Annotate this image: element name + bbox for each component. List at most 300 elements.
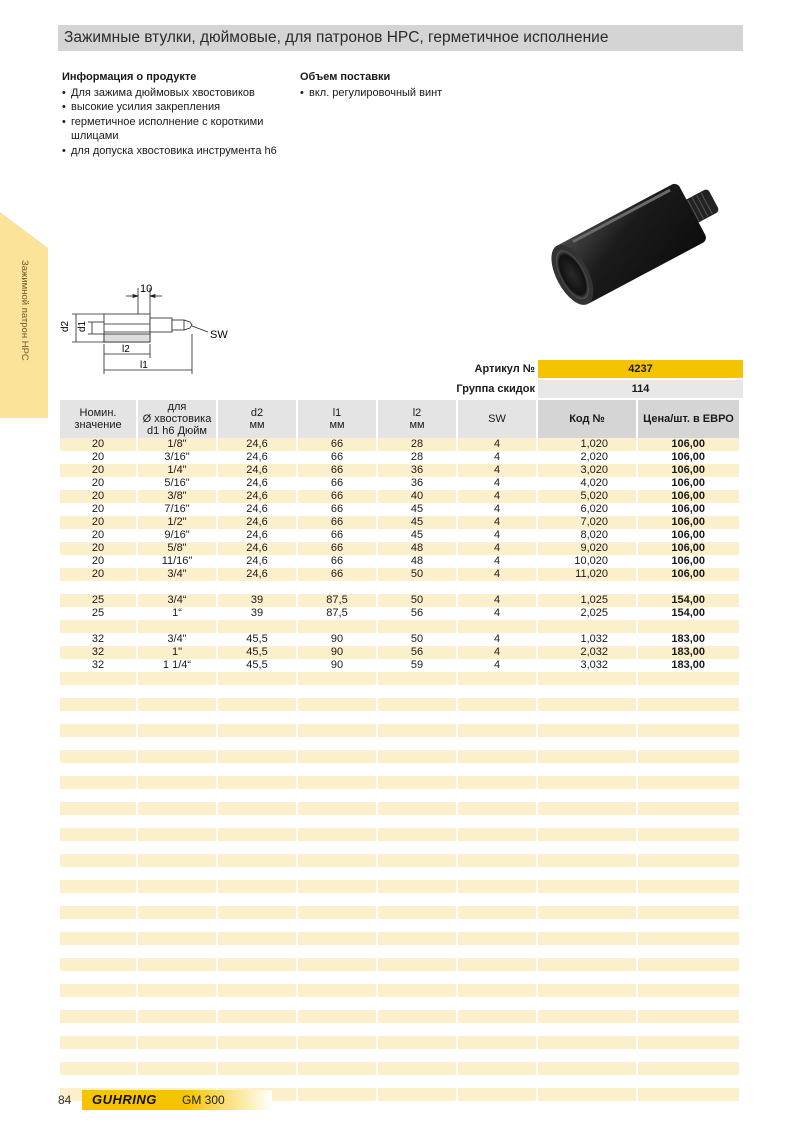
cell-code: 2,025 — [580, 607, 608, 619]
cell-nominal: 20 — [91, 451, 105, 463]
cell-shank — [138, 698, 216, 711]
cell-code: 8,020 — [580, 529, 608, 541]
cell-shank — [138, 672, 216, 685]
cell-l1 — [298, 789, 376, 802]
cell-nominal — [60, 685, 136, 698]
cell-code: 1,025 — [538, 594, 636, 607]
table-row — [60, 971, 739, 984]
cell-code — [538, 945, 636, 958]
table-row — [60, 633, 739, 646]
table-row — [60, 451, 739, 464]
cell-shank: 1 1/4“ — [162, 659, 192, 671]
cell-sw — [458, 698, 536, 711]
col-price: Цена/шт. в ЕВРО — [638, 400, 739, 438]
cell-l2 — [378, 867, 456, 880]
dim-d2: d2 — [60, 320, 71, 332]
cell-d2 — [218, 1049, 296, 1062]
cell-sw: 4 — [493, 529, 501, 541]
col-sw: SW — [458, 400, 536, 438]
cell-l2: 50 — [378, 594, 456, 607]
cell-shank — [138, 789, 216, 802]
table-row — [60, 698, 739, 711]
cell-price — [638, 737, 739, 750]
cell-l2 — [378, 1010, 456, 1023]
cell-sw — [458, 828, 536, 841]
cell-nominal: 20 — [60, 542, 136, 555]
cell-d2 — [218, 932, 296, 945]
cell-d2 — [218, 802, 296, 815]
cell-d2 — [218, 1023, 296, 1036]
cell-nominal — [60, 854, 136, 867]
cell-shank: 3/8" — [138, 490, 216, 503]
cell-code: 9,020 — [538, 542, 636, 555]
cell-l2: 45 — [410, 503, 424, 515]
cell-d2 — [218, 880, 296, 893]
cell-shank — [138, 932, 216, 945]
cell-price — [638, 750, 739, 763]
cell-code — [538, 581, 636, 594]
cell-code — [538, 958, 636, 971]
cell-price — [638, 867, 739, 880]
delivery-info — [300, 70, 520, 100]
cell-l2 — [378, 1062, 456, 1075]
table-row — [60, 607, 739, 620]
cell-d2: 24,6 — [218, 542, 296, 555]
cell-nominal — [60, 711, 136, 724]
cell-l1 — [298, 854, 376, 867]
product-info-item: • высокие усилия закрепления — [62, 100, 282, 115]
cell-sw — [458, 997, 536, 1010]
cell-l2: 56 — [410, 607, 424, 619]
cell-l1 — [298, 945, 376, 958]
cell-sw — [458, 763, 536, 776]
cell-sw — [458, 854, 536, 867]
cell-shank — [138, 958, 216, 971]
cell-price: 106,00 — [638, 542, 739, 555]
cell-l1 — [298, 1036, 376, 1049]
cell-nominal: 20 — [91, 477, 105, 489]
cell-l2 — [378, 802, 456, 815]
cell-sw: 4 — [458, 464, 536, 477]
cell-d2 — [218, 997, 296, 1010]
cell-l2: 56 — [378, 646, 456, 659]
table-row — [60, 932, 739, 945]
cell-d2 — [218, 815, 296, 828]
cell-price — [638, 1101, 739, 1114]
table-row — [60, 776, 739, 789]
cell-code — [538, 672, 636, 685]
cell-l2 — [378, 1049, 456, 1062]
cell-shank — [138, 945, 216, 958]
cell-nominal — [60, 997, 136, 1010]
product-info-item: • герметичное исполнение с короткими шлицами — [62, 115, 271, 144]
col-l1-label: l1 — [332, 407, 342, 419]
table-row — [60, 503, 739, 516]
col-d2-label: d2 — [250, 407, 264, 419]
cell-d2 — [218, 867, 296, 880]
cell-d2 — [218, 1075, 296, 1088]
cell-sw — [458, 815, 536, 828]
cell-code — [538, 1010, 636, 1023]
delivery-item: • вкл. регулировочный винт — [300, 86, 520, 101]
cell-sw — [458, 685, 536, 698]
cell-code — [538, 802, 636, 815]
cell-l1: 66 — [330, 477, 344, 489]
cell-shank — [138, 919, 216, 932]
table-row — [60, 828, 739, 841]
cell-l1 — [298, 776, 376, 789]
cell-l1 — [298, 1062, 376, 1075]
cell-price — [638, 711, 739, 724]
cell-l1 — [298, 711, 376, 724]
cell-sw — [458, 750, 536, 763]
cell-price: 106,00 — [638, 490, 739, 503]
cell-d2 — [218, 776, 296, 789]
cell-nominal: 20 — [60, 516, 136, 529]
cell-sw — [458, 932, 536, 945]
cell-nominal: 20 — [60, 568, 136, 581]
cell-price — [638, 971, 739, 984]
cell-code: 1,020 — [538, 438, 636, 451]
cell-d2 — [218, 581, 296, 594]
cell-shank: 1/2" — [138, 516, 216, 529]
cell-shank: 1“ — [172, 607, 182, 619]
cell-sw: 4 — [458, 516, 536, 529]
cell-price: 106,00 — [638, 568, 739, 581]
cell-price — [638, 789, 739, 802]
cell-d2: 24,6 — [218, 516, 296, 529]
cell-l1: 66 — [298, 438, 376, 451]
cell-shank — [138, 1049, 216, 1062]
cell-shank — [138, 880, 216, 893]
page-title: Зажимные втулки, дюймовые, для патронов HPC, герметичное исполнение — [64, 29, 609, 46]
cell-shank — [138, 581, 216, 594]
table-row — [60, 724, 739, 737]
cell-d2: 39 — [250, 607, 264, 619]
cell-price — [638, 958, 739, 971]
cell-sw — [458, 945, 536, 958]
cell-sw: 4 — [458, 542, 536, 555]
cell-code — [538, 1088, 636, 1101]
cell-shank — [138, 802, 216, 815]
cell-sw: 4 — [493, 451, 501, 463]
cell-d2 — [218, 698, 296, 711]
cell-l1 — [298, 841, 376, 854]
cell-price — [638, 581, 739, 594]
cell-shank: 3/4" — [138, 568, 216, 581]
cell-shank — [138, 867, 216, 880]
cell-sw — [458, 776, 536, 789]
cell-code — [538, 854, 636, 867]
cell-l1: 66 — [298, 516, 376, 529]
cell-l1 — [298, 867, 376, 880]
cell-price: 154,00 — [638, 594, 739, 607]
cell-l1 — [298, 1088, 376, 1101]
cell-price: 154,00 — [671, 607, 705, 619]
cell-nominal — [60, 698, 136, 711]
cell-code — [538, 1036, 636, 1049]
cell-nominal — [60, 737, 136, 750]
cell-l2 — [378, 737, 456, 750]
col-l2-unit: мм — [409, 419, 425, 431]
dim-sw: SW — [210, 329, 228, 341]
cell-d2 — [218, 828, 296, 841]
cell-nominal — [60, 581, 136, 594]
table-row — [60, 490, 739, 503]
cell-nominal: 25 — [91, 607, 105, 619]
col-l2 — [378, 400, 456, 438]
cell-l2 — [378, 724, 456, 737]
cell-l2 — [378, 945, 456, 958]
cell-l1 — [298, 880, 376, 893]
cell-shank — [138, 750, 216, 763]
table-row — [60, 1036, 739, 1049]
cell-code — [538, 880, 636, 893]
cell-price — [638, 802, 739, 815]
cell-shank — [138, 906, 216, 919]
table-row — [60, 841, 739, 854]
cell-shank: 9/16" — [164, 529, 190, 541]
cell-nominal — [60, 958, 136, 971]
cell-nominal: 20 — [91, 503, 105, 515]
cell-nominal — [60, 672, 136, 685]
cell-shank: 7/16" — [164, 503, 190, 515]
cell-d2 — [218, 906, 296, 919]
cell-sw — [458, 919, 536, 932]
cell-code: 2,032 — [538, 646, 636, 659]
cell-sw: 4 — [458, 438, 536, 451]
cell-nominal — [60, 932, 136, 945]
cell-nominal: 20 — [91, 555, 105, 567]
col-shank-line: для — [167, 401, 187, 413]
table-row — [60, 529, 739, 542]
cell-l2 — [378, 971, 456, 984]
cell-shank — [138, 997, 216, 1010]
cell-l1: 66 — [298, 568, 376, 581]
catalog-name: GM 300 — [182, 1093, 225, 1107]
table-row — [60, 477, 739, 490]
cell-d2: 24,6 — [218, 438, 296, 451]
cell-l1: 66 — [330, 451, 344, 463]
col-nominal: Номин. значение — [60, 400, 136, 438]
cell-shank — [138, 763, 216, 776]
dim-l2: l2 — [122, 344, 130, 355]
cell-price — [638, 1049, 739, 1062]
cell-l1 — [298, 581, 376, 594]
cell-l1 — [298, 1010, 376, 1023]
cell-shank: 11/16" — [161, 555, 193, 567]
cell-nominal — [60, 1036, 136, 1049]
cell-code — [538, 1023, 636, 1036]
cell-l2: 45 — [410, 529, 424, 541]
cell-l1 — [298, 1101, 376, 1114]
table-row — [60, 893, 739, 906]
cell-price — [638, 906, 739, 919]
cell-sw: 4 — [493, 503, 501, 515]
cell-l2 — [378, 698, 456, 711]
table-row — [60, 620, 739, 633]
cell-sw — [458, 1023, 536, 1036]
table-row — [60, 906, 739, 919]
delivery-heading: Объем поставки — [300, 71, 391, 83]
cell-price: 106,00 — [638, 438, 739, 451]
cell-l1: 90 — [330, 659, 344, 671]
col-l2-label: l2 — [412, 407, 422, 419]
col-d2 — [218, 400, 296, 438]
cell-l1 — [298, 919, 376, 932]
cell-price: 183,00 — [638, 646, 739, 659]
cell-code — [538, 919, 636, 932]
cell-sw — [458, 581, 536, 594]
cell-d2: 39 — [218, 594, 296, 607]
cell-nominal: 25 — [60, 594, 136, 607]
cell-l2: 28 — [378, 438, 456, 451]
dim-d1: d1 — [77, 320, 88, 332]
cell-l1 — [298, 802, 376, 815]
cell-code: 7,020 — [538, 516, 636, 529]
cell-nominal — [60, 1010, 136, 1023]
table-row — [60, 1049, 739, 1062]
cell-sw: 4 — [458, 490, 536, 503]
cell-shank — [138, 711, 216, 724]
cell-l2 — [378, 906, 456, 919]
cell-sw: 4 — [458, 594, 536, 607]
product-info-heading: Информация о продукте — [62, 71, 197, 83]
cell-price — [638, 1088, 739, 1101]
dim-l1: l1 — [140, 360, 148, 371]
table-row — [60, 568, 739, 581]
cell-nominal — [60, 867, 136, 880]
table-row — [60, 685, 739, 698]
cell-d2: 24,6 — [246, 503, 268, 515]
cell-l1: 90 — [298, 646, 376, 659]
col-shank — [138, 400, 216, 438]
cell-price — [638, 984, 739, 997]
cell-l2: 36 — [410, 477, 424, 489]
cell-sw: 4 — [458, 568, 536, 581]
cell-l1: 87,5 — [326, 607, 348, 619]
cell-d2 — [218, 685, 296, 698]
cell-l1 — [298, 906, 376, 919]
cell-price — [638, 997, 739, 1010]
cell-code — [538, 685, 636, 698]
cell-price — [638, 1062, 739, 1075]
col-shank-line: Ø хвостовика — [142, 413, 212, 425]
cell-d2: 24,6 — [218, 568, 296, 581]
cell-l1 — [298, 724, 376, 737]
cell-d2 — [218, 984, 296, 997]
cell-price — [638, 620, 739, 633]
cell-nominal: 20 — [60, 490, 136, 503]
cell-d2 — [218, 737, 296, 750]
cell-price — [638, 763, 739, 776]
cell-code — [538, 984, 636, 997]
table-row — [60, 1010, 739, 1023]
cell-price — [638, 672, 739, 685]
cell-l2 — [378, 1088, 456, 1101]
cell-shank: 3/4“ — [138, 594, 216, 607]
cell-code — [538, 776, 636, 789]
table-row — [60, 958, 739, 971]
cell-l2: 50 — [410, 633, 424, 645]
cell-price: 183,00 — [671, 659, 705, 671]
cell-l2 — [378, 841, 456, 854]
cell-l2 — [378, 581, 456, 594]
cell-sw — [458, 958, 536, 971]
table-row — [60, 802, 739, 815]
cell-l2 — [378, 815, 456, 828]
cell-sw: 4 — [458, 646, 536, 659]
cell-nominal — [60, 1023, 136, 1036]
cell-d2: 45,5 — [246, 659, 268, 671]
cell-d2 — [218, 854, 296, 867]
cell-price — [638, 932, 739, 945]
table-row — [60, 464, 739, 477]
table-row — [60, 854, 739, 867]
cell-nominal — [60, 815, 136, 828]
cell-l2 — [378, 672, 456, 685]
cell-nominal — [60, 945, 136, 958]
table-row — [60, 555, 739, 568]
cell-code — [538, 1062, 636, 1075]
cell-l1 — [298, 763, 376, 776]
cell-l1 — [298, 685, 376, 698]
cell-nominal — [60, 1075, 136, 1088]
cell-nominal — [60, 789, 136, 802]
cell-l2 — [378, 711, 456, 724]
dim-10: 10 — [140, 283, 153, 295]
cell-d2 — [218, 1010, 296, 1023]
cell-l1: 66 — [298, 490, 376, 503]
cell-code — [538, 932, 636, 945]
cell-d2 — [218, 841, 296, 854]
cell-shank — [138, 737, 216, 750]
cell-l2 — [378, 1036, 456, 1049]
cell-l1 — [298, 737, 376, 750]
cell-l1: 66 — [330, 503, 344, 515]
cell-price: 106,00 — [638, 516, 739, 529]
cell-l1: 87,5 — [298, 594, 376, 607]
cell-shank — [138, 1010, 216, 1023]
cell-l2 — [378, 997, 456, 1010]
article-row — [60, 360, 743, 378]
cell-nominal — [60, 763, 136, 776]
cell-d2 — [218, 945, 296, 958]
cell-nominal — [60, 1049, 136, 1062]
cell-price — [638, 776, 739, 789]
table-row — [60, 815, 739, 828]
cell-shank — [138, 971, 216, 984]
cell-shank — [138, 776, 216, 789]
cell-nominal — [60, 906, 136, 919]
cell-code: 1,032 — [580, 633, 608, 645]
cell-sw: 4 — [493, 477, 501, 489]
cell-sw — [458, 1062, 536, 1075]
cell-sw — [458, 802, 536, 815]
cell-d2 — [218, 724, 296, 737]
cell-sw — [458, 737, 536, 750]
cell-code — [538, 620, 636, 633]
cell-l2: 59 — [410, 659, 424, 671]
cell-l1 — [298, 932, 376, 945]
cell-shank: 1/4" — [138, 464, 216, 477]
cell-code — [538, 1075, 636, 1088]
cell-nominal — [60, 828, 136, 841]
cell-price — [638, 880, 739, 893]
cell-sw — [458, 1101, 536, 1114]
cell-shank — [138, 984, 216, 997]
discount-value: 114 — [538, 380, 743, 398]
